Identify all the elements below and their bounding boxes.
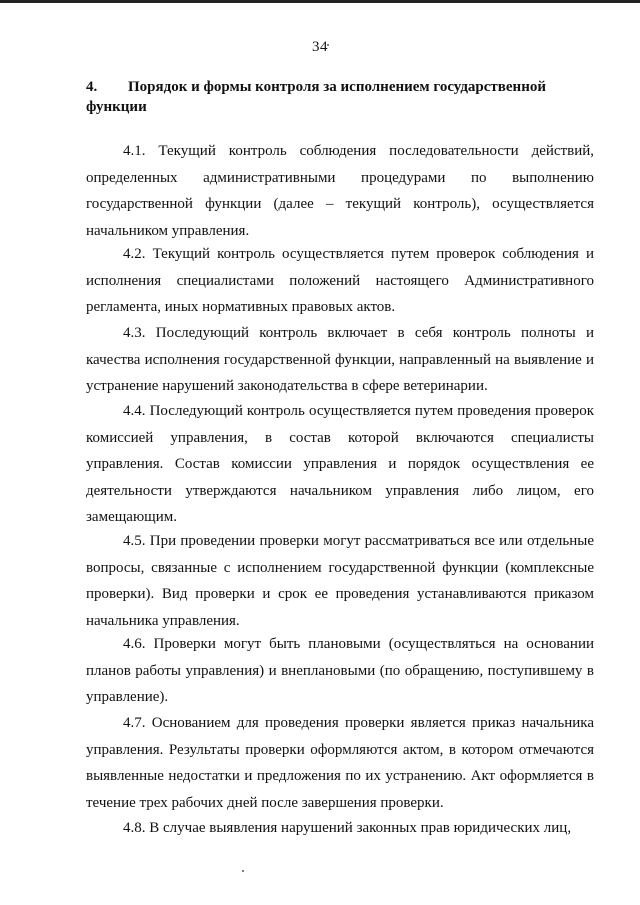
paragraph-4-7: 4.7. Основанием для проведения проверки является приказ начальника управления. Результаты проверки оформляются актом, в котором отмечаются выявленные недостатки и предложения по их устранению. Акт оформляется в течение трех рабочих дней после завершения проверки. bbox=[86, 715, 594, 811]
paragraph-4-6: 4.6. Проверки могут быть плановыми (осуществляться на основании планов работы управления) и внеплановыми (по обращению, поступившему в управление). bbox=[86, 636, 594, 705]
section-number: 4. bbox=[86, 79, 98, 95]
section-heading bbox=[86, 77, 594, 117]
paragraph-4-5: 4.5. При проведении проверки могут рассматриваться все или отдельные вопросы, связанные с исполнением государственной функции (комплексные проверки). Вид проверки и срок ее проведения устанавливаются приказом начальника управления. bbox=[86, 533, 594, 629]
section-title: Порядок и формы контроля за исполнением государственной функции bbox=[86, 79, 546, 115]
paragraph-4-1: 4.1. Текущий контроль соблюдения последовательности действий, определенных административными процедурами по выполнению государственной функции (далее – текущий контроль), осуществляется начальником управления. bbox=[86, 143, 594, 239]
scan-speck bbox=[242, 870, 244, 872]
paragraph-4-8: 4.8. В случае выявления нарушений законных прав юридических лиц, bbox=[123, 820, 572, 836]
paragraph-4-3: 4.3. Последующий контроль включает в себя контроль полноты и качества исполнения государственной функции, направленный на выявление и устранение нарушений законодательства в сфере ветеринарии. bbox=[86, 325, 594, 394]
paragraph-4-2: 4.2. Текущий контроль осуществляется путем проверок соблюдения и исполнения специалистами положений настоящего Административного регламента, иных нормативных правовых актов. bbox=[86, 246, 594, 315]
paragraph-4-4: 4.4. Последующий контроль осуществляется путем проведения проверок комиссией управления, в состав которой включаются специалисты управления. Состав комиссии управления и порядок осуществления ее деятельности утверждаются начальником управления либо лицом, его замещающим. bbox=[86, 403, 594, 525]
scan-top-border bbox=[0, 0, 640, 3]
page-number: 34 bbox=[312, 39, 328, 55]
